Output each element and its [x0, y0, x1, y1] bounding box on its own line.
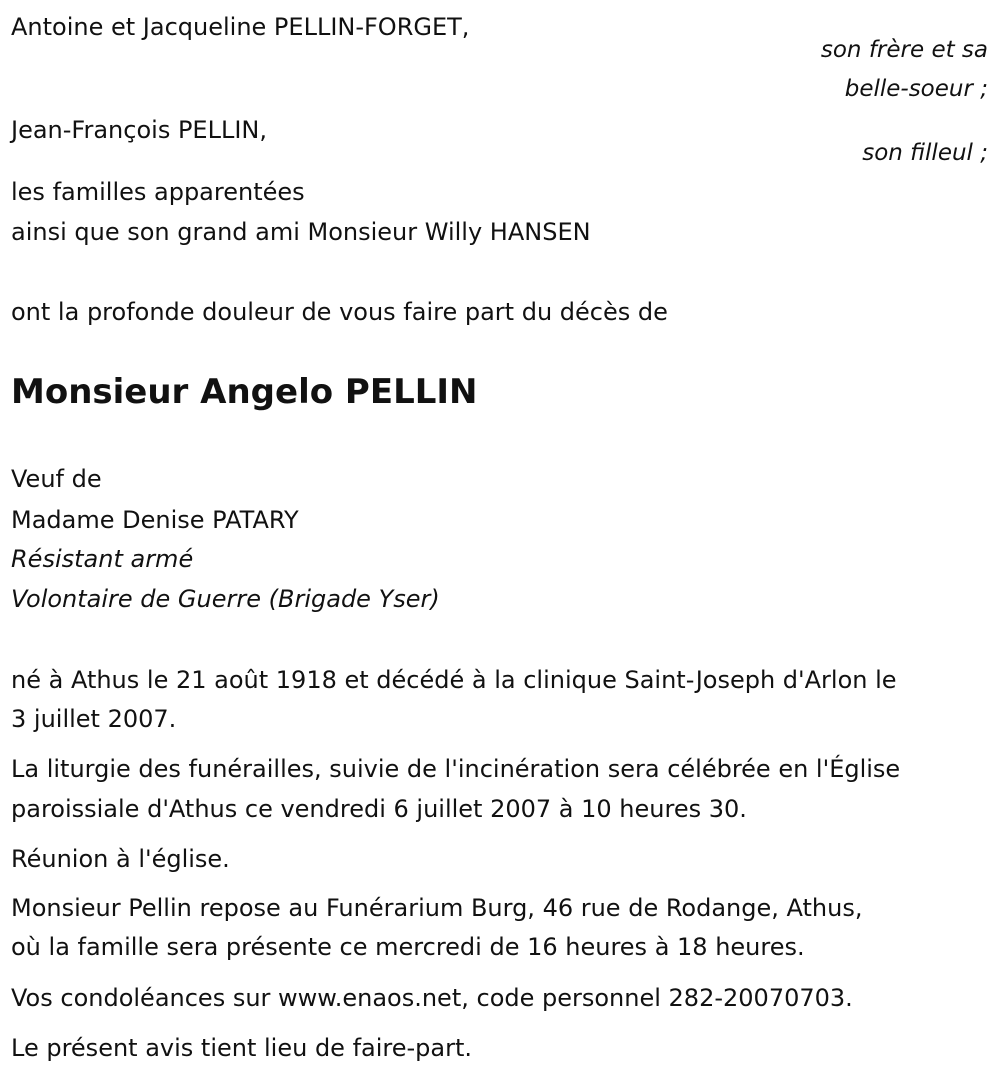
repose-line-1: Monsieur Pellin repose au Funérarium Burg, 46 rue de Rodange, Athus,: [11, 894, 863, 922]
relation-label-1b: belle-soeur ;: [844, 76, 988, 102]
family-member-line-3: les familles apparentées: [11, 178, 305, 206]
liturgy-line-1: La liturgie des funérailles, suivie de l'incinération sera célébrée en l'Église: [11, 755, 901, 783]
reunion-text: Réunion à l'église.: [11, 845, 230, 873]
condolences-text: Vos condoléances sur www.enaos.net, code personnel 282-20070703.: [11, 984, 853, 1012]
notice-text: Le présent avis tient lieu de faire-part.: [11, 1034, 473, 1062]
family-member-line-4: ainsi que son grand ami Monsieur Willy HANSEN: [11, 218, 591, 246]
announcement-text: ont la profonde douleur de vous faire part du décès de: [11, 298, 668, 326]
honor-title-1: Résistant armé: [11, 545, 194, 573]
family-member-line-2: Jean-François PELLIN,: [11, 116, 267, 144]
repose-line-2: où la famille sera présente ce mercredi de 16 heures à 18 heures.: [11, 933, 805, 961]
honor-title-2: Volontaire de Guerre (Brigade Yser): [11, 585, 440, 613]
spouse-name: Madame Denise PATARY: [11, 506, 299, 534]
relation-label-1a: son frère et sa: [820, 37, 988, 63]
widow-label: Veuf de: [11, 465, 102, 493]
relation-label-2: son filleul ;: [862, 140, 988, 166]
birth-death-line-1: né à Athus le 21 août 1918 et décédé à la clinique Saint-Joseph d'Arlon le: [11, 666, 897, 694]
birth-death-line-2: 3 juillet 2007.: [11, 705, 177, 733]
deceased-name: Monsieur Angelo PELLIN: [11, 372, 478, 412]
liturgy-line-2: paroissiale d'Athus ce vendredi 6 juillet 2007 à 10 heures 30.: [11, 795, 747, 823]
family-member-line-1: Antoine et Jacqueline PELLIN-FORGET,: [11, 13, 470, 41]
